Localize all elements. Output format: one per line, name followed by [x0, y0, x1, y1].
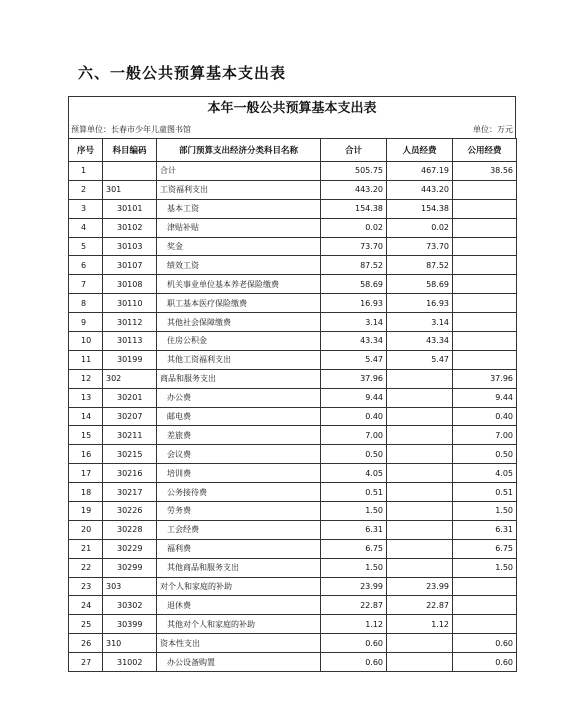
- row-personnel: [387, 388, 453, 407]
- row-number: 10: [69, 332, 103, 351]
- row-number: 21: [69, 539, 103, 558]
- row-public: [453, 237, 517, 256]
- row-name: 对个人和家庭的补助: [157, 577, 321, 596]
- row-personnel: [387, 445, 453, 464]
- row-total: 6.31: [321, 520, 387, 539]
- row-public: 1.50: [453, 502, 517, 521]
- row-personnel: [387, 653, 453, 672]
- table-row: [69, 180, 517, 199]
- row-personnel: 467.19: [387, 162, 453, 181]
- row-public: 37.96: [453, 369, 517, 388]
- row-code: 30302: [103, 596, 157, 615]
- row-code: 30226: [103, 502, 157, 521]
- row-name: 绩效工资: [157, 256, 321, 275]
- row-personnel: [387, 426, 453, 445]
- row-number: 22: [69, 558, 103, 577]
- table-row: [69, 294, 517, 313]
- row-code: 30299: [103, 558, 157, 577]
- row-public: 7.00: [453, 426, 517, 445]
- row-total: 16.93: [321, 294, 387, 313]
- row-number: 11: [69, 350, 103, 369]
- row-total: 0.60: [321, 634, 387, 653]
- row-number: 20: [69, 520, 103, 539]
- row-name: 培训费: [157, 464, 321, 483]
- row-total: 505.75: [321, 162, 387, 181]
- table-row: [69, 237, 517, 256]
- row-name: 办公费: [157, 388, 321, 407]
- row-total: 73.70: [321, 237, 387, 256]
- row-name: 其他社会保障缴费: [157, 313, 321, 332]
- row-name: 其他对个人和家庭的补助: [157, 615, 321, 634]
- row-name: 差旅费: [157, 426, 321, 445]
- row-number: 25: [69, 615, 103, 634]
- row-total: 0.40: [321, 407, 387, 426]
- row-code: 30228: [103, 520, 157, 539]
- row-total: 0.50: [321, 445, 387, 464]
- col-header-public: 公用经费: [453, 139, 517, 162]
- row-number: 23: [69, 577, 103, 596]
- row-name: 福利费: [157, 539, 321, 558]
- row-total: 1.50: [321, 502, 387, 521]
- row-total: 9.44: [321, 388, 387, 407]
- table-row: [69, 407, 517, 426]
- table-header-row: [69, 139, 517, 162]
- row-number: 9: [69, 313, 103, 332]
- row-total: 6.75: [321, 539, 387, 558]
- row-code: 30211: [103, 426, 157, 445]
- row-number: 2: [69, 180, 103, 199]
- row-number: 12: [69, 369, 103, 388]
- row-public: [453, 615, 517, 634]
- row-number: 16: [69, 445, 103, 464]
- row-total: 43.34: [321, 332, 387, 351]
- table-row: [69, 445, 517, 464]
- row-personnel: [387, 407, 453, 426]
- table-row: [69, 464, 517, 483]
- row-total: 443.20: [321, 180, 387, 199]
- row-code: 303: [103, 577, 157, 596]
- row-name: 合计: [157, 162, 321, 181]
- row-public: 4.05: [453, 464, 517, 483]
- row-total: 1.50: [321, 558, 387, 577]
- row-personnel: [387, 464, 453, 483]
- table-row: [69, 520, 517, 539]
- row-total: 4.05: [321, 464, 387, 483]
- table-title: 本年一般公共预算基本支出表: [68, 96, 516, 121]
- row-number: 3: [69, 199, 103, 218]
- table-row: [69, 426, 517, 445]
- row-code: 30102: [103, 218, 157, 237]
- row-name: 机关事业单位基本养老保险缴费: [157, 275, 321, 294]
- row-personnel: [387, 483, 453, 502]
- table-row: [69, 502, 517, 521]
- row-personnel: 87.52: [387, 256, 453, 275]
- row-code: 30201: [103, 388, 157, 407]
- row-public: 0.60: [453, 653, 517, 672]
- row-name: 办公设备购置: [157, 653, 321, 672]
- row-public: [453, 180, 517, 199]
- row-personnel: 22.87: [387, 596, 453, 615]
- row-public: [453, 596, 517, 615]
- table-row: [69, 388, 517, 407]
- table-row: [69, 162, 517, 181]
- row-code: 30215: [103, 445, 157, 464]
- table-row: [69, 615, 517, 634]
- currency-unit-label: 单位：万元: [473, 125, 513, 134]
- table-row: [69, 199, 517, 218]
- row-public: [453, 350, 517, 369]
- row-name: 职工基本医疗保险缴费: [157, 294, 321, 313]
- row-public: 6.31: [453, 520, 517, 539]
- page-heading: 六、一般公共预算基本支出表: [78, 64, 287, 82]
- row-total: 154.38: [321, 199, 387, 218]
- row-code: 301: [103, 180, 157, 199]
- row-number: 5: [69, 237, 103, 256]
- table-row: [69, 218, 517, 237]
- row-public: [453, 294, 517, 313]
- row-code: 30103: [103, 237, 157, 256]
- row-public: 0.51: [453, 483, 517, 502]
- row-total: 0.51: [321, 483, 387, 502]
- table-row: [69, 596, 517, 615]
- row-public: 0.60: [453, 634, 517, 653]
- row-personnel: 16.93: [387, 294, 453, 313]
- table-row: [69, 539, 517, 558]
- row-number: 14: [69, 407, 103, 426]
- row-total: 58.69: [321, 275, 387, 294]
- row-code: 30113: [103, 332, 157, 351]
- expenditure-table: [68, 138, 517, 672]
- table-body: [69, 162, 517, 672]
- row-code: 302: [103, 369, 157, 388]
- row-public: [453, 218, 517, 237]
- table-row: [69, 634, 517, 653]
- table-row: [69, 483, 517, 502]
- row-personnel: 23.99: [387, 577, 453, 596]
- col-header-personnel: 人员经费: [387, 139, 453, 162]
- row-code: 30229: [103, 539, 157, 558]
- row-public: [453, 577, 517, 596]
- row-personnel: [387, 502, 453, 521]
- row-code: [103, 162, 157, 181]
- row-code: 30216: [103, 464, 157, 483]
- row-personnel: 43.34: [387, 332, 453, 351]
- table-row: [69, 369, 517, 388]
- row-total: 7.00: [321, 426, 387, 445]
- row-public: 0.50: [453, 445, 517, 464]
- row-code: 30101: [103, 199, 157, 218]
- row-number: 19: [69, 502, 103, 521]
- row-public: [453, 275, 517, 294]
- row-total: 23.99: [321, 577, 387, 596]
- row-total: 3.14: [321, 313, 387, 332]
- row-number: 7: [69, 275, 103, 294]
- row-number: 4: [69, 218, 103, 237]
- row-number: 26: [69, 634, 103, 653]
- row-public: [453, 256, 517, 275]
- row-code: 30108: [103, 275, 157, 294]
- row-number: 17: [69, 464, 103, 483]
- row-code: 310: [103, 634, 157, 653]
- row-number: 27: [69, 653, 103, 672]
- row-name: 会议费: [157, 445, 321, 464]
- row-total: 1.12: [321, 615, 387, 634]
- row-name: 邮电费: [157, 407, 321, 426]
- row-personnel: 443.20: [387, 180, 453, 199]
- row-number: 15: [69, 426, 103, 445]
- table-row: [69, 558, 517, 577]
- row-code: 30207: [103, 407, 157, 426]
- row-code: 30399: [103, 615, 157, 634]
- row-public: [453, 313, 517, 332]
- row-name: 住房公积金: [157, 332, 321, 351]
- row-personnel: 5.47: [387, 350, 453, 369]
- table-row: [69, 350, 517, 369]
- table-row: [69, 313, 517, 332]
- row-name: 工资福利支出: [157, 180, 321, 199]
- row-total: 5.47: [321, 350, 387, 369]
- row-personnel: 3.14: [387, 313, 453, 332]
- table-row: [69, 256, 517, 275]
- row-personnel: [387, 558, 453, 577]
- row-personnel: 73.70: [387, 237, 453, 256]
- row-number: 1: [69, 162, 103, 181]
- col-header-no: 序号: [69, 139, 103, 162]
- table-row: [69, 275, 517, 294]
- row-public: 38.56: [453, 162, 517, 181]
- row-number: 6: [69, 256, 103, 275]
- row-number: 24: [69, 596, 103, 615]
- row-personnel: [387, 539, 453, 558]
- row-name: 其他商品和服务支出: [157, 558, 321, 577]
- row-public: 1.50: [453, 558, 517, 577]
- row-personnel: [387, 520, 453, 539]
- table-meta: [68, 121, 516, 138]
- row-personnel: 0.02: [387, 218, 453, 237]
- row-public: 9.44: [453, 388, 517, 407]
- row-total: 0.60: [321, 653, 387, 672]
- row-personnel: [387, 634, 453, 653]
- row-personnel: [387, 369, 453, 388]
- row-name: 公务接待费: [157, 483, 321, 502]
- row-name: 基本工资: [157, 199, 321, 218]
- row-code: 30199: [103, 350, 157, 369]
- row-code: 30110: [103, 294, 157, 313]
- row-public: [453, 332, 517, 351]
- table-row: [69, 653, 517, 672]
- row-public: 6.75: [453, 539, 517, 558]
- table-row: [69, 332, 517, 351]
- row-name: 商品和服务支出: [157, 369, 321, 388]
- row-name: 退休费: [157, 596, 321, 615]
- row-number: 13: [69, 388, 103, 407]
- row-number: 8: [69, 294, 103, 313]
- row-total: 37.96: [321, 369, 387, 388]
- row-total: 0.02: [321, 218, 387, 237]
- row-personnel: 154.38: [387, 199, 453, 218]
- row-code: 31002: [103, 653, 157, 672]
- row-personnel: 1.12: [387, 615, 453, 634]
- row-name: 劳务费: [157, 502, 321, 521]
- table-row: [69, 577, 517, 596]
- row-public: 0.40: [453, 407, 517, 426]
- col-header-name: 部门预算支出经济分类科目名称: [157, 139, 321, 162]
- row-public: [453, 199, 517, 218]
- row-name: 工会经费: [157, 520, 321, 539]
- row-total: 87.52: [321, 256, 387, 275]
- col-header-code: 科目编码: [103, 139, 157, 162]
- row-personnel: 58.69: [387, 275, 453, 294]
- row-code: 30107: [103, 256, 157, 275]
- row-total: 22.87: [321, 596, 387, 615]
- row-code: 30217: [103, 483, 157, 502]
- row-name: 资本性支出: [157, 634, 321, 653]
- row-name: 其他工资福利支出: [157, 350, 321, 369]
- budget-unit-label: 预算单位：长春市少年儿童图书馆: [71, 125, 191, 134]
- row-name: 津贴补贴: [157, 218, 321, 237]
- row-code: 30112: [103, 313, 157, 332]
- row-name: 奖金: [157, 237, 321, 256]
- col-header-total: 合计: [321, 139, 387, 162]
- budget-sheet: [68, 96, 516, 672]
- row-number: 18: [69, 483, 103, 502]
